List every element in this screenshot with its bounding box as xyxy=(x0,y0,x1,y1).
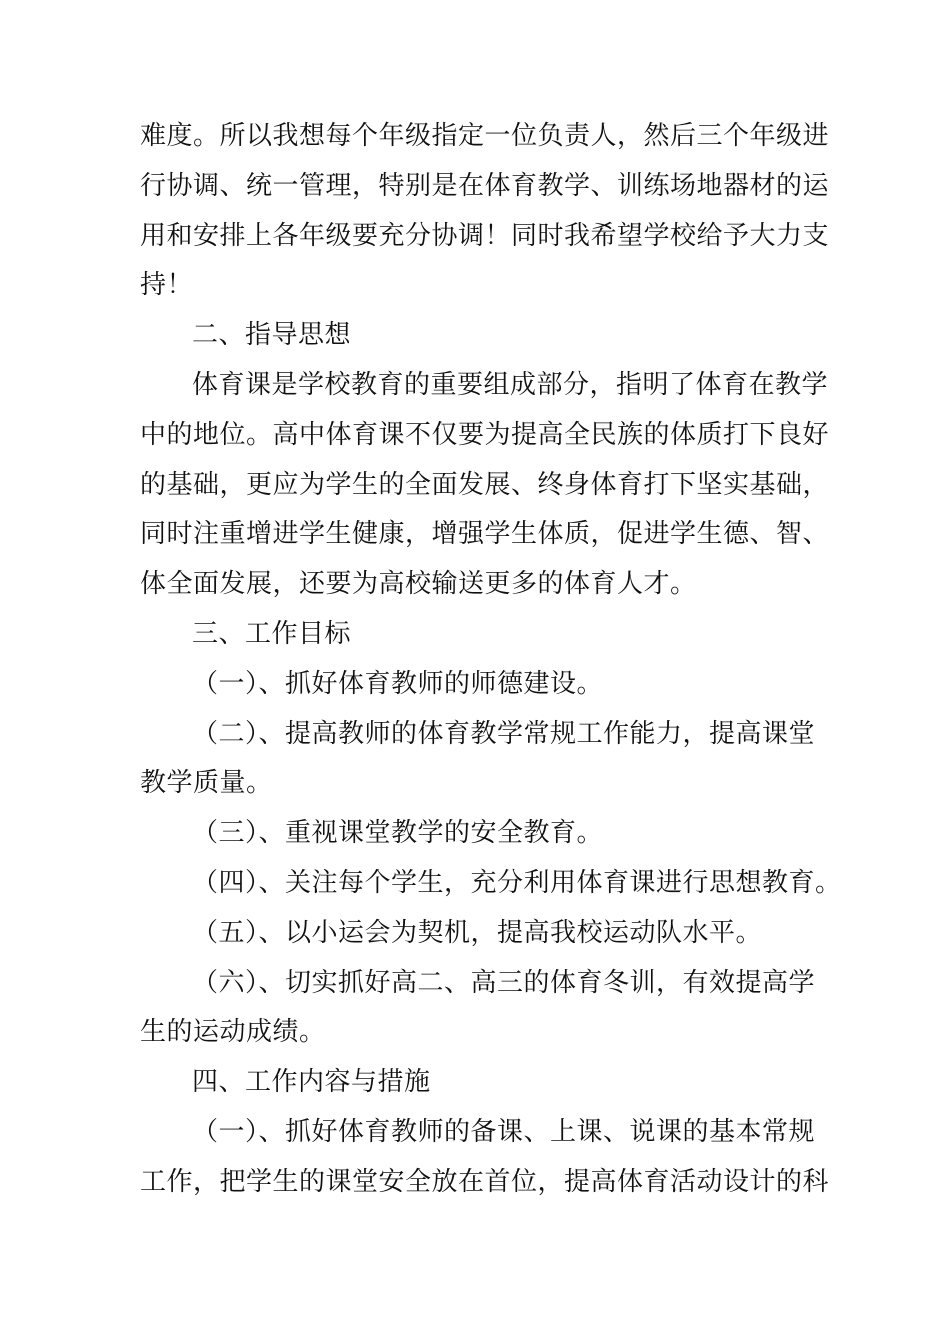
text-line: 生的运动成绩。 xyxy=(140,1017,326,1048)
text-line: 体育课是学校教育的重要组成部分，指明了体育在教学 xyxy=(192,369,829,400)
text-line: 四、工作内容与措施 xyxy=(192,1067,431,1098)
text-line: （三）、重视课堂教学的安全教育。 xyxy=(192,818,604,849)
text-line: 工作，把学生的课堂安全放在首位，提高体育活动设计的科 xyxy=(140,1166,830,1197)
text-line: 用和安排上各年级要充分协调！同时我希望学校给予大力支 xyxy=(140,220,830,251)
text-line: （一）、抓好体育教师的师德建设。 xyxy=(192,668,604,699)
text-line: （四）、关注每个学生，充分利用体育课进行思想教育。 xyxy=(192,867,842,898)
text-line: 难度。所以我想每个年级指定一位负责人，然后三个年级进 xyxy=(140,121,830,151)
text-line: （一）、抓好体育教师的备课、上课、说课的基本常规 xyxy=(192,1116,816,1147)
text-line: 中的地位。高中体育课不仅要为提高全民族的体质打下良好 xyxy=(140,419,830,450)
text-line: （二）、提高教师的体育教学常规工作能力，提高课堂 xyxy=(192,718,816,749)
text-line: （六）、切实抓好高二、高三的体育冬训，有效提高学 xyxy=(192,967,816,998)
text-line: 同时注重增进学生健康，增强学生体质，促进学生德、智、 xyxy=(140,519,830,550)
text-line: （五）、以小运会为契机，提高我校运动队水平。 xyxy=(192,917,763,948)
text-line: 行协调、统一管理，特别是在体育教学、训练场地器材的运 xyxy=(140,170,830,201)
document-body xyxy=(140,112,842,1208)
text-line: 二、指导思想 xyxy=(192,320,352,351)
text-line: 三、工作目标 xyxy=(192,618,352,649)
text-line: 教学质量。 xyxy=(140,768,273,799)
text-line: 的基础，更应为学生的全面发展、终身体育打下坚实基础， xyxy=(140,469,830,500)
text-line: 体全面发展，还要为高校输送更多的体育人才。 xyxy=(140,569,697,600)
text-line: 持！ xyxy=(140,270,194,301)
